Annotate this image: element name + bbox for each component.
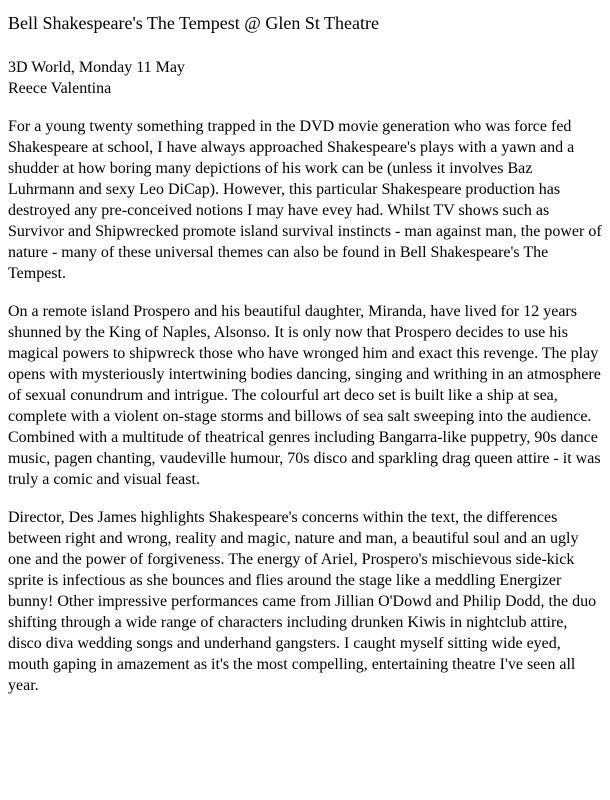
byline-publication-date: 3D World, Monday 11 May [8, 59, 185, 76]
paragraph-1: For a young twenty something trapped in the DVD movie generation who was force fed Shakespeare at school, I have always approached Shakespeare's plays with a yawn and a shudder at how boring many depictions of his work can be (unless it involves Baz Luhrmann and sexy Leo DiCap). However, this particular Shakespeare production has destroyed any pre-conceived notions I may have evey had. Whilst TV shows such as Survivor and Shipwrecked promote island survival instincts - man against man, the power of nature - many of these universal themes can also be found in Bell Shakespeare's The Tempest. [8, 118, 602, 282]
paragraph-2: On a remote island Prospero and his beautiful daughter, Miranda, have lived for 12 years shunned by the King of Naples, Alsonso. It is only now that Prospero decides to use his magical powers to shipwreck those who have wronged him and exact this revenge. The play opens with mysteriously intertwining bodies dancing, singing and writhing in an atmosphere of sexual conundrum and intrigue. The colourful art deco set is built like a ship at sea, complete with a violent on-stage storms and billows of sea salt sweeping into the audience. Combined with a multitude of theatrical genres including Bangarra-like puppetry, 90s dance music, pagen chanting, vaudeville humour, 70s disco and sparkling drag queen attire - it was truly a comic and visual feast. [8, 303, 601, 488]
byline-author: Reece Valentina [8, 80, 112, 97]
article-title: Bell Shakespeare's The Tempest @ Glen St Theatre [8, 13, 379, 33]
article [8, 12, 602, 696]
paragraph-3: Director, Des James highlights Shakespeare's concerns within the text, the differences between right and wrong, reality and magic, nature and man, a beautiful soul and an ugly one and the power of forgiveness. The energy of Ariel, Prospero's mischievous side-kick sprite is infectious as she bounces and flies around the stage like a meddling Energizer bunny! Other impressive performances came from Jillian O'Dowd and Philip Dodd, the duo shifting through a wide range of characters including drunken Kiwis in nightclub attire, disco diva wedding songs and underhand gangsters. I caught myself sitting wide eyed, mouth gaping in amazement as it's the most compelling, entertaining theatre I've seen all year. [8, 509, 597, 694]
byline [8, 57, 602, 99]
